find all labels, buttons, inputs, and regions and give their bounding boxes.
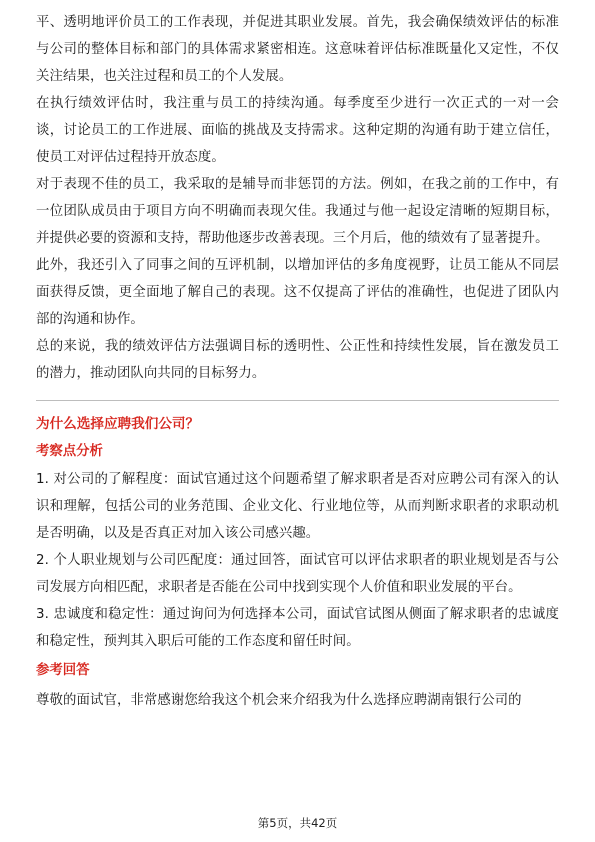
- question-title: 为什么选择应聘我们公司？: [36, 416, 200, 432]
- answer-paragraph: 尊敬的面试官，非常感谢您给我这个机会来介绍我为什么选择应聘湖南银行公司的: [36, 693, 522, 708]
- body-paragraph: 在执行绩效评估时，我注重与员工的持续沟通。每季度至少进行一次正式的一对一会谈，讨论员工的工作进展、面临的挑战及支持需求。这种定期的沟通有助于建立信任，使员工对评估过程持开放态度。: [36, 96, 559, 165]
- page-number: 第5页，共42页: [257, 816, 338, 830]
- body-paragraph: 对于表现不佳的员工，我采取的是辅导而非惩罚的方法。例如，在我之前的工作中，有一位团队成员由于项目方向不明确而表现欠佳。我通过与他一起设定清晰的短期目标，并提供必要的资源和支持，帮助他逐步改善表现。三个月后，他的绩效有了显著提升。: [36, 177, 559, 246]
- body-paragraph: 平、透明地评价员工的工作表现，并促进其职业发展。首先，我会确保绩效评估的标准与公司的整体目标和部门的具体需求紧密相连。这意味着评估标准既量化又定性，不仅关注结果，也关注过程和员工的个人发展。: [36, 15, 559, 84]
- body-paragraph: 总的来说，我的绩效评估方法强调目标的透明性、公正性和持续性发展，旨在激发员工的潜力，推动团队向共同的目标努力。: [36, 339, 559, 381]
- answer-heading: 参考回答: [36, 663, 90, 678]
- analysis-point: 2. 个人职业规划与公司匹配度：通过回答，面试官可以评估求职者的职业规划是否与公司发展方向相匹配，求职者是否能在公司中找到实现个人价值和职业发展的平台。: [36, 553, 559, 595]
- section-divider: [36, 400, 559, 401]
- analysis-heading: 考察点分析: [36, 444, 103, 459]
- question-section: [36, 413, 559, 714]
- analysis-point: 3. 忠诚度和稳定性：通过询问为何选择本公司，面试官试图从侧面了解求职者的忠诚度和稳定性，预判其入职后可能的工作态度和留任时间。: [36, 607, 559, 649]
- body-paragraph: 此外，我还引入了同事之间的互评机制，以增加评估的多角度视野，让员工能从不同层面获得反馈，更全面地了解自己的表现。这不仅提高了评估的准确性，也促进了团队内部的沟通和协作。: [36, 258, 559, 327]
- document-page: [36, 9, 559, 714]
- analysis-point: 1. 对公司的了解程度：面试官通过这个问题希望了解求职者是否对应聘公司有深入的认识和理解，包括公司的业务范围、企业文化、行业地位等，从而判断求职者的求职动机是否明确，以及是否真正对加入该公司感兴趣。: [36, 472, 559, 541]
- intro-section: [36, 9, 559, 387]
